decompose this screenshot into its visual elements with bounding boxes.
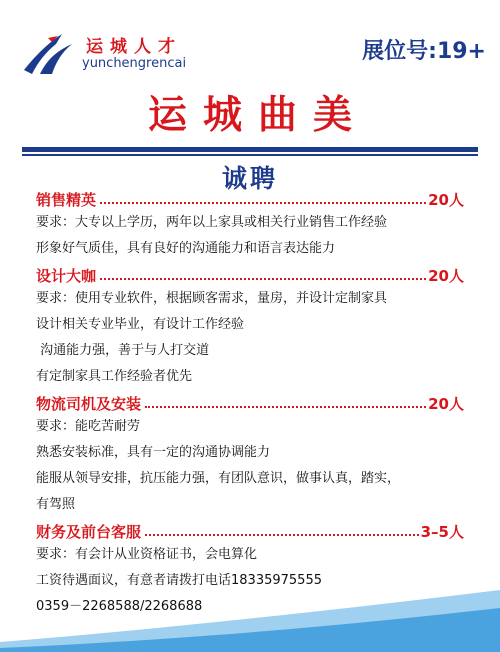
recruit-title: 诚聘 xyxy=(221,164,278,193)
job-requirement: 设计相关专业毕业，有设计工作经验 xyxy=(36,317,245,332)
job-requirement: 要求：能吃苦耐劳 xyxy=(36,419,141,434)
header-divider-thin xyxy=(22,154,478,156)
logo-icon xyxy=(22,30,76,78)
job-count: 20人 xyxy=(428,267,464,285)
job-title: 设计大咖 xyxy=(36,267,97,285)
dotted-leader xyxy=(100,202,426,204)
job-requirement: 要求：有会计从业资格证书，会电算化 xyxy=(36,547,258,562)
job-title: 财务及前台客服 xyxy=(36,523,142,541)
job-item xyxy=(36,262,464,390)
company-name: 运城曲美 xyxy=(147,93,368,138)
salary-contact-line: 工资待遇面议，有意者请拨打电话18335975555 xyxy=(36,573,322,588)
booth-number: 展位号:19+ xyxy=(362,39,486,64)
job-requirement: 要求：使用专业软件，根据顾客需求，量房，并设计定制家具 xyxy=(36,291,388,306)
logo-chinese-name: 运城人才 xyxy=(86,37,182,57)
header-divider xyxy=(22,147,478,152)
job-title: 物流司机及安装 xyxy=(36,395,142,413)
job-header xyxy=(36,390,464,414)
job-requirement: 要求：大专以上学历，两年以上家具或相关行业销售工作经验 xyxy=(36,215,388,230)
job-item xyxy=(36,186,464,262)
job-requirement: 有驾照 xyxy=(36,497,76,512)
job-title: 销售精英 xyxy=(36,191,97,209)
job-requirement: 沟通能力强，善于与人打交道 xyxy=(36,343,210,358)
job-header xyxy=(36,262,464,286)
job-list xyxy=(36,186,464,620)
job-header xyxy=(36,186,464,210)
job-requirement: 熟悉安装标准，具有一定的沟通协调能力 xyxy=(36,445,271,460)
bottom-wave-decoration xyxy=(0,582,500,652)
logo-english-name: yunchengrencai xyxy=(82,56,187,71)
phone-line: 0359－2268588/2268688 xyxy=(36,599,203,614)
job-count: 20人 xyxy=(428,395,464,413)
dotted-leader xyxy=(145,534,419,536)
job-requirement: 能服从领导安排，抗压能力强，有团队意识，做事认真，踏实， xyxy=(36,471,401,486)
job-requirement: 有定制家具工作经验者优先 xyxy=(36,369,193,384)
job-count: 20人 xyxy=(428,191,464,209)
job-requirement: 形象好气质佳，具有良好的沟通能力和语言表达能力 xyxy=(36,241,336,256)
job-item xyxy=(36,518,464,568)
job-count: 3–5人 xyxy=(420,523,464,541)
job-header xyxy=(36,518,464,542)
dotted-leader xyxy=(100,278,426,280)
dotted-leader xyxy=(145,406,426,408)
job-item xyxy=(36,390,464,518)
